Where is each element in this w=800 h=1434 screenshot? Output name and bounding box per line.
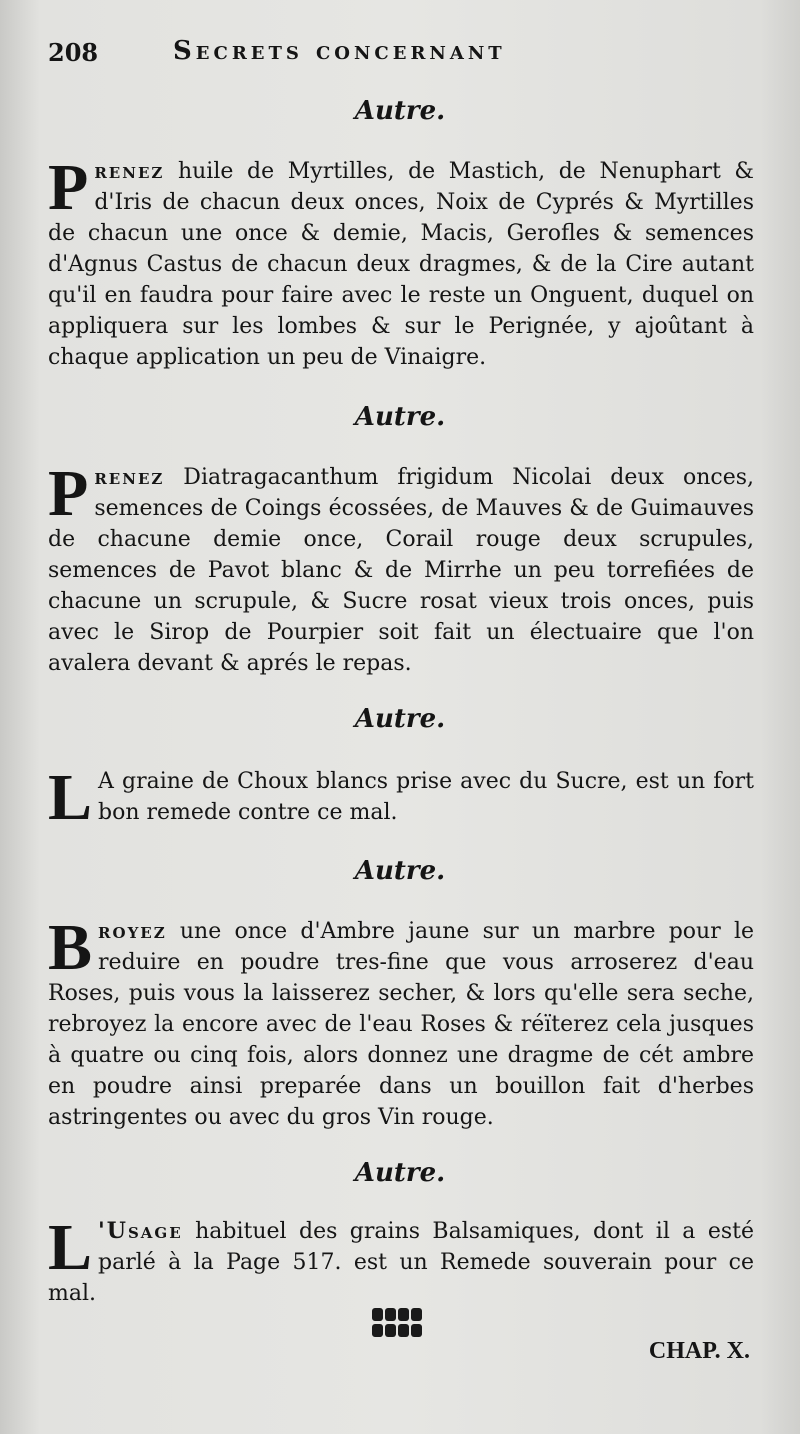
running-head [48,30,760,70]
typographic-ornament [372,1308,424,1338]
lead-word: royez [98,918,167,944]
section-paragraph [48,457,754,679]
catchword: CHAP. X. [648,1338,750,1364]
drop-cap: L [48,1211,93,1284]
section-heading: Autre. [354,1158,446,1188]
section-heading: Autre. [354,402,446,432]
paragraph-text: habituel des grains Balsamiques, dont il a esté parlé à la Page 517. est un Remede souverain pour ce mal. [48,1219,754,1306]
section-paragraph [48,1211,754,1309]
paragraph-text: huile de Myrtilles, de Mastich, de Nenuphart & d'Iris de chacun deux onces, Noix de Cyprés & Myrtilles de chacun une once & demie, Macis, Gerofles & semences d'Agnus Castus de chacun deux dragmes, & de la Cire autant qu'il en faudra pour faire avec le reste un Onguent, duquel on appliquera sur les lombes & sur le Perignée, y ajoûtant à chaque application un peu de Vinaigre. [48,159,754,370]
drop-cap: L [48,761,93,834]
paragraph-text: A graine de Choux blancs prise avec du Sucre, est un fort bon remede contre ce mal. [98,769,754,825]
drop-cap: B [48,911,93,984]
paragraph-text: une once d'Ambre jaune sur un marbre pour le reduire en poudre tres-fine que vous arroserez d'eau Roses, puis vous la laisserez secher, & lors qu'elle sera seche, rebroyez la encore avec de l'eau Roses & réïterez cela jusques à quatre ou cinq fois, alors donnez une dragme de cét ambre en poudre ainsi preparée dans un bouillon fait d'herbes astringentes ou avec du gros Vin rouge. [48,919,754,1130]
section-paragraph [48,911,754,1133]
page-number: 208 [48,38,99,67]
drop-cap: P [48,151,89,224]
running-title: Secrets concernant [173,36,506,66]
section-heading: Autre. [354,856,446,886]
section-heading: Autre. [354,704,446,734]
lead-word: 'Usage [98,1218,183,1244]
section-heading: Autre. [354,96,446,126]
paragraph-text: Diatragacanthum frigidum Nicolai deux onces, semences de Coings écossées, de Mauves & de Guimauves de chacune demie once, Corail rouge deux scrupules, semences de Pavot blanc & de Mirrhe un peu torrefiées de chacune un scrupule, & Sucre rosat vieux trois onces, puis avec le Sirop de Pourpier soit fait un électuaire que l'on avalera devant & aprés le repas. [48,465,754,676]
drop-cap: P [48,457,89,530]
section-paragraph [48,761,754,834]
lead-word: renez [94,464,165,490]
section-paragraph [48,151,754,373]
lead-word: renez [94,158,165,184]
